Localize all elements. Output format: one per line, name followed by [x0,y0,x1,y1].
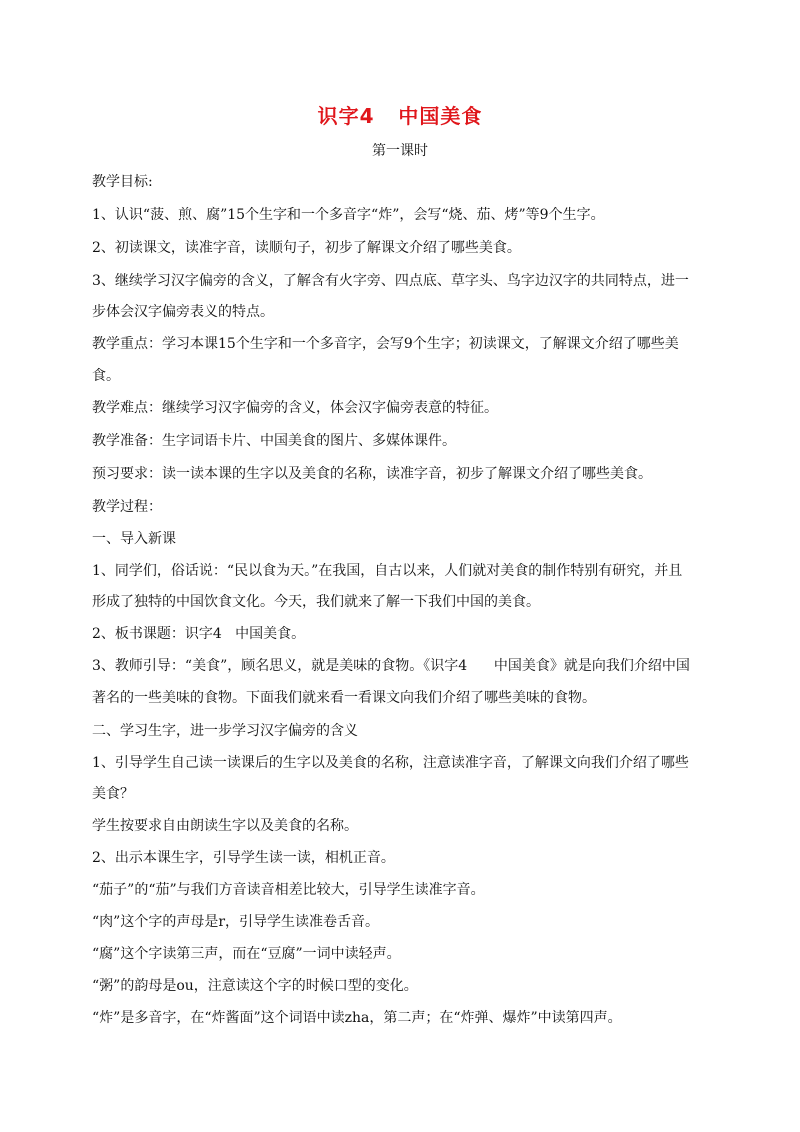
text-line: 教学难点：继续学习汉字偏旁的含义，体会汉字偏旁表意的特征。 [92,400,498,416]
text-line: 教学重点：学习本课15个生字和一个多音字，会写9个生字；初读课文，了解课文介绍了哪些美 [92,336,679,352]
text-line: 步体会汉字偏旁表义的特点。 [92,304,274,320]
text-line: 1、认识“菠、煎、腐”15个生字和一个多音字“炸”，会写“烧、茄、烤”等9个生字。 [92,207,605,223]
text-line: “炸”是多音字，在“炸酱面”这个词语中读zha，第二声；在“炸弹、爆炸”中读第四声。 [92,1010,622,1026]
text-line: 美食？ [92,786,134,802]
text-line: “腐”这个字读第三声，而在“豆腐”一词中读轻声。 [92,946,401,962]
text-line: 2、初读课文，读准字音，读顺句子，初步了解课文介绍了哪些美食。 [92,240,521,256]
text-line: 1、引导学生自己读一读课后的生字以及美食的名称，注意读准字音，了解课文向我们介绍了哪些 [92,755,689,771]
text-line: “肉”这个字的声母是r，引导学生读准卷舌音。 [92,914,380,930]
text-line: 3、继续学习汉字偏旁的含义，了解含有火字旁、四点底、草字头、鸟字边汉字的共同特点，进一 [92,273,689,289]
text-line: 学生按要求自由朗读生字以及美食的名称。 [92,818,358,834]
text-line: 食。 [92,368,120,384]
text-line: 预习要求：读一读本课的生字以及美食的名称，读准字音，初步了解课文介绍了哪些美食。 [92,466,652,482]
text-line: 2、出示本课生字，引导学生读一读，相机正音。 [92,850,395,866]
section-heading: 一、导入新课 [92,531,176,547]
text-line: 形成了独特的中国饮食文化。今天，我们就来了解一下我们中国的美食。 [92,594,540,610]
text-line: 教学目标: [92,174,153,190]
text-line: 1、同学们，俗话说：“民以食为天。”在我国，自古以来，人们就对美食的制作特别有研究，并且 [92,563,683,579]
text-line: 教学准备：生字词语卡片、中国美食的图片、多媒体课件。 [92,433,456,449]
text-line: 教学过程： [92,499,162,515]
document-subtitle: 第一课时 [372,143,428,159]
text-line: “茄子”的“茄”与我们方音读音相差比较大，引导学生读准字音。 [92,882,485,898]
text-line: “粥”的韵母是ou，注意读这个字的时候口型的变化。 [92,978,418,994]
document-title: 识字4 中国美食 [317,104,483,128]
text-line: 2、板书课题：识字4 中国美食。 [92,626,306,642]
text-line: 著名的一些美味的食物。下面我们就来看一看课文向我们介绍了哪些美味的食物。 [92,690,596,706]
text-line: 3、教师引导：“美食”，顾名思义，就是美味的食物。《识字4 中国美食》就是向我们介绍中国 [92,658,690,674]
section-heading: 二、学习生字，进一步学习汉字偏旁的含义 [92,723,358,739]
